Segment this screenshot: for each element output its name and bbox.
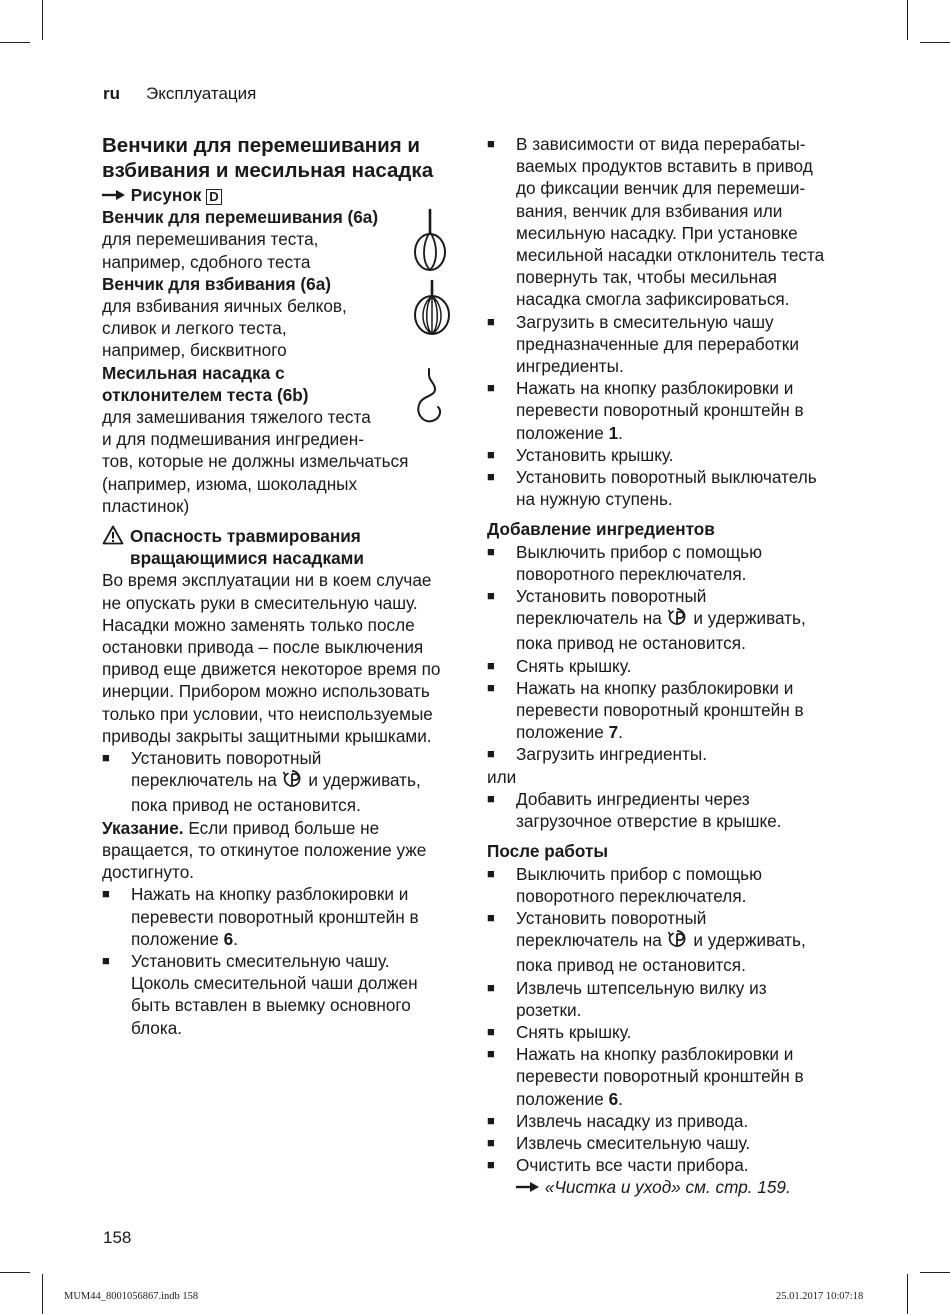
kneading-hook-icon — [412, 367, 446, 432]
bullet-square-icon: ■ — [487, 1046, 495, 1062]
text-run: положение — [131, 928, 219, 949]
tool-title: Месильная насадка с — [102, 362, 285, 383]
tool-desc-line: например, сдобного теста — [102, 251, 311, 272]
tool-desc-line: например, бисквитного — [102, 340, 287, 361]
crop-mark — [907, 1274, 908, 1314]
text-run: переключатель на — [516, 930, 662, 951]
tool-desc-line: для взбивания яичных белков, — [102, 296, 347, 317]
warning-title: вращающимися насадками — [130, 548, 364, 569]
tool-title: Венчик для взбивания (6a) — [102, 273, 331, 294]
text-line: поворотного переключателя. — [516, 563, 747, 584]
text-line: не опускать руки в смесительную чашу. — [102, 592, 418, 613]
figure-ref-label: Рисунок — [130, 185, 202, 205]
list-item — [487, 788, 857, 832]
warning-title: Опасность травмирования — [130, 526, 361, 547]
text-run: положение — [516, 722, 604, 743]
tool-title: Венчик для перемешивания (6a) — [102, 207, 379, 228]
text-line: месильную насадку. При установке — [516, 222, 798, 243]
text-line: Цоколь смесительной чаши должен — [131, 973, 418, 994]
subheading-after-work: После работы — [487, 841, 609, 862]
text-run: положение — [516, 422, 604, 443]
text-line — [131, 928, 462, 950]
bullet-square-icon: ■ — [487, 1112, 495, 1128]
text-line: быть вставлен в выемку основного — [131, 995, 411, 1016]
bullet-square-icon: ■ — [487, 380, 495, 396]
position-number: 7 — [608, 722, 619, 743]
list-item — [487, 377, 857, 444]
text-line: Установить поворотный — [131, 748, 322, 769]
figure-reference — [102, 184, 462, 206]
text-line: поворотного переключателя. — [516, 885, 747, 906]
text-line: только при условии, что неиспользуемые — [102, 703, 433, 724]
crop-mark — [0, 42, 30, 43]
text-line: перевести поворотный кронштейн в — [516, 1066, 804, 1087]
position-number: 6 — [223, 928, 234, 949]
text-line — [102, 817, 462, 839]
text-run: Если привод больше не — [188, 817, 380, 838]
text-line: Выключить прибор с помощью — [516, 541, 763, 562]
text-line: Установить смесительную чашу. — [131, 950, 390, 971]
text-run: . — [233, 928, 238, 949]
text-line: ингредиенты. — [516, 356, 624, 377]
list-item — [487, 907, 857, 977]
text-line: вания, венчик для взбивания или — [516, 200, 783, 221]
tool-mixing-whisk — [102, 206, 462, 273]
list-item — [487, 466, 857, 510]
mixing-whisk-icon — [412, 208, 448, 277]
text-line: Извлечь смесительную чашу. — [516, 1132, 751, 1153]
bullet-square-icon: ■ — [487, 543, 495, 559]
cross-reference — [516, 1176, 857, 1198]
text-line — [516, 929, 857, 954]
heading-line: Венчики для перемешивания и — [102, 134, 421, 157]
text-line: розетки. — [516, 999, 582, 1020]
tool-desc-line: тов, которые не должны измельчаться — [102, 451, 409, 472]
bullet-square-icon: ■ — [487, 313, 495, 329]
text-line: ваемых продуктов вставить в привод — [516, 156, 813, 177]
text-line: загрузочное отверстие в крышке. — [516, 811, 782, 832]
warning-heading — [102, 525, 462, 569]
text-line: Извлечь штепсельную вилку из — [516, 977, 767, 998]
text-line: Загрузить ингредиенты. — [516, 744, 708, 765]
text-line: Нажать на кнопку разблокировки и — [131, 884, 409, 905]
or-text: или — [487, 766, 517, 787]
section-title: Эксплуатация — [146, 84, 257, 103]
bullet-square-icon: ■ — [487, 865, 495, 881]
list-item — [487, 1132, 857, 1154]
list-item — [487, 133, 857, 311]
text-line — [131, 769, 462, 794]
text-line: пока привод не остановится. — [516, 955, 746, 976]
list-item — [487, 585, 857, 655]
bullet-square-icon: ■ — [102, 750, 110, 766]
list-item — [487, 541, 857, 585]
language-code: ru — [103, 84, 120, 103]
text-line: Установить поворотный — [516, 907, 707, 928]
bullet-square-icon: ■ — [487, 1157, 495, 1173]
text-line: Добавить ингредиенты через — [516, 788, 750, 809]
pulse-position-icon — [282, 769, 304, 794]
text-line: приводы закрыты защитными крышками. — [102, 725, 432, 746]
list-item — [487, 1110, 857, 1132]
text-line — [516, 1088, 857, 1110]
arrow-right-icon — [516, 1177, 540, 1197]
list-item — [487, 444, 857, 466]
crop-mark — [0, 1272, 30, 1273]
text-line: пока привод не остановится. — [131, 795, 361, 816]
text-line: предназначенные для переработки — [516, 333, 799, 354]
list-item — [102, 883, 462, 950]
text-run: и удерживать, — [308, 770, 421, 791]
tool-desc-line: для перемешивания теста, — [102, 229, 319, 250]
tool-title: отклонителем теста (6b) — [102, 384, 309, 405]
text-line: Загрузить в смесительную чашу — [516, 311, 774, 332]
position-number: 1 — [608, 422, 619, 443]
running-header — [103, 84, 256, 104]
tool-desc-line: (например, изюма, шоколадных — [102, 473, 358, 494]
text-line: Нажать на кнопку разблокировки и — [516, 378, 794, 399]
tool-desc-line: для замешивания тяжелого теста — [102, 407, 371, 428]
crop-mark — [920, 1272, 950, 1273]
list-item — [487, 863, 857, 907]
text-run: . — [618, 722, 623, 743]
beating-whisk-icon — [412, 279, 452, 342]
pulse-position-icon — [667, 929, 689, 954]
footer-file: MUM44_8001056867.indb 158 — [64, 1291, 199, 1302]
section-heading — [102, 133, 462, 183]
list-item — [487, 1154, 857, 1198]
pulse-position-icon — [667, 607, 689, 632]
bullet-square-icon: ■ — [487, 790, 495, 806]
tool-desc-line: и для подмешивания ингредиен- — [102, 429, 364, 450]
text-line — [516, 422, 857, 444]
bullet-square-icon: ■ — [487, 746, 495, 762]
tool-desc-line: сливок и легкого теста, — [102, 318, 287, 339]
bullet-square-icon: ■ — [487, 446, 495, 462]
list-item — [487, 311, 857, 378]
text-line — [516, 607, 857, 632]
tool-beating-whisk — [102, 273, 462, 362]
bullet-square-icon: ■ — [487, 588, 495, 604]
bullet-square-icon: ■ — [487, 1134, 495, 1150]
list-item — [487, 1043, 857, 1110]
text-line: Установить поворотный выключатель — [516, 467, 817, 488]
text-line — [516, 721, 857, 743]
text-line: Нажать на кнопку разблокировки и — [516, 1044, 794, 1065]
text-line: Насадки можно заменять только после — [102, 614, 415, 635]
text-line: перевести поворотный кронштейн в — [516, 700, 804, 721]
text-run: переключатель на — [516, 608, 662, 629]
list-item — [102, 747, 462, 817]
text-run: положение — [516, 1088, 604, 1109]
note-label: Указание. — [102, 817, 184, 838]
warning-text — [102, 569, 462, 747]
bullet-square-icon: ■ — [487, 979, 495, 995]
text-line: до фиксации венчик для перемеши- — [516, 178, 806, 199]
bullet-square-icon: ■ — [487, 909, 495, 925]
arrow-right-icon — [102, 185, 131, 205]
text-line: Установить крышку. — [516, 444, 674, 465]
text-line: Извлечь насадку из привода. — [516, 1110, 749, 1131]
text-run: . — [618, 1088, 623, 1109]
bullet-square-icon: ■ — [487, 1023, 495, 1039]
figure-letter: D — [206, 189, 221, 205]
bullet-square-icon: ■ — [102, 952, 110, 968]
tool-kneading-hook — [102, 362, 462, 517]
text-line: Снять крышку. — [516, 1021, 632, 1042]
bullet-square-icon: ■ — [487, 679, 495, 695]
note — [102, 817, 462, 884]
text-line: Установить поворотный — [516, 586, 707, 607]
text-line: насадка смогла зафиксироваться. — [516, 289, 790, 310]
left-column — [102, 133, 462, 1039]
text-line: повернуть так, чтобы месильная — [516, 267, 777, 288]
text-line: перевести поворотный кронштейн в — [516, 400, 804, 421]
bullet-square-icon: ■ — [487, 469, 495, 485]
tool-desc-line: пластинок) — [102, 495, 190, 516]
text-line: месильной насадки отклонитель теста — [516, 245, 825, 266]
text-line: остановки привода – после выключения — [102, 637, 424, 658]
cross-reference-text: «Чистка и уход» см. стр. 159. — [544, 1177, 791, 1198]
text-line: достигнуто. — [102, 862, 195, 883]
text-line: В зависимости от вида перерабаты- — [516, 134, 806, 154]
heading-line: взбивания и месильная насадка — [102, 159, 434, 182]
list-item — [102, 950, 462, 1039]
text-run: и удерживать, — [693, 608, 806, 629]
list-item — [487, 655, 857, 677]
text-line: на нужную ступень. — [516, 489, 673, 510]
right-column — [487, 133, 857, 1199]
crop-mark — [42, 0, 43, 40]
subheading-add-ingredients: Добавление ингредиентов — [487, 519, 715, 540]
crop-mark — [920, 42, 950, 43]
text-run: переключатель на — [131, 770, 277, 791]
text-run: . — [618, 422, 623, 443]
list-item — [487, 677, 857, 744]
bullet-square-icon: ■ — [487, 136, 495, 151]
text-line: инерции. Прибором можно использовать — [102, 681, 430, 702]
text-line: Очистить все части прибора. — [516, 1155, 749, 1176]
text-line: Нажать на кнопку разблокировки и — [516, 677, 794, 698]
text-line: привод еще движется некоторое время по — [102, 659, 441, 680]
bullet-square-icon: ■ — [487, 657, 495, 673]
bullet-square-icon: ■ — [102, 886, 110, 902]
text-line: перевести поворотный кронштейн в — [131, 906, 419, 927]
crop-mark — [907, 0, 908, 40]
list-item — [487, 1021, 857, 1043]
text-line: Выключить прибор с помощью — [516, 863, 763, 884]
crop-mark — [42, 1274, 43, 1314]
footer-date: 25.01.2017 10:07:18 — [776, 1291, 864, 1302]
text-line: Снять крышку. — [516, 655, 632, 676]
text-run: и удерживать, — [693, 930, 806, 951]
text-line: блока. — [131, 1017, 183, 1038]
page-number: 158 — [103, 1228, 132, 1247]
warning-triangle-icon — [102, 525, 124, 550]
list-item — [487, 743, 857, 765]
list-item — [487, 977, 857, 1021]
text-line: вращается, то откинутое положение уже — [102, 839, 427, 860]
text-line: пока привод не остановится. — [516, 633, 746, 654]
text-line: Во время эксплуатации ни в коем случае — [102, 570, 432, 591]
position-number: 6 — [608, 1088, 619, 1109]
